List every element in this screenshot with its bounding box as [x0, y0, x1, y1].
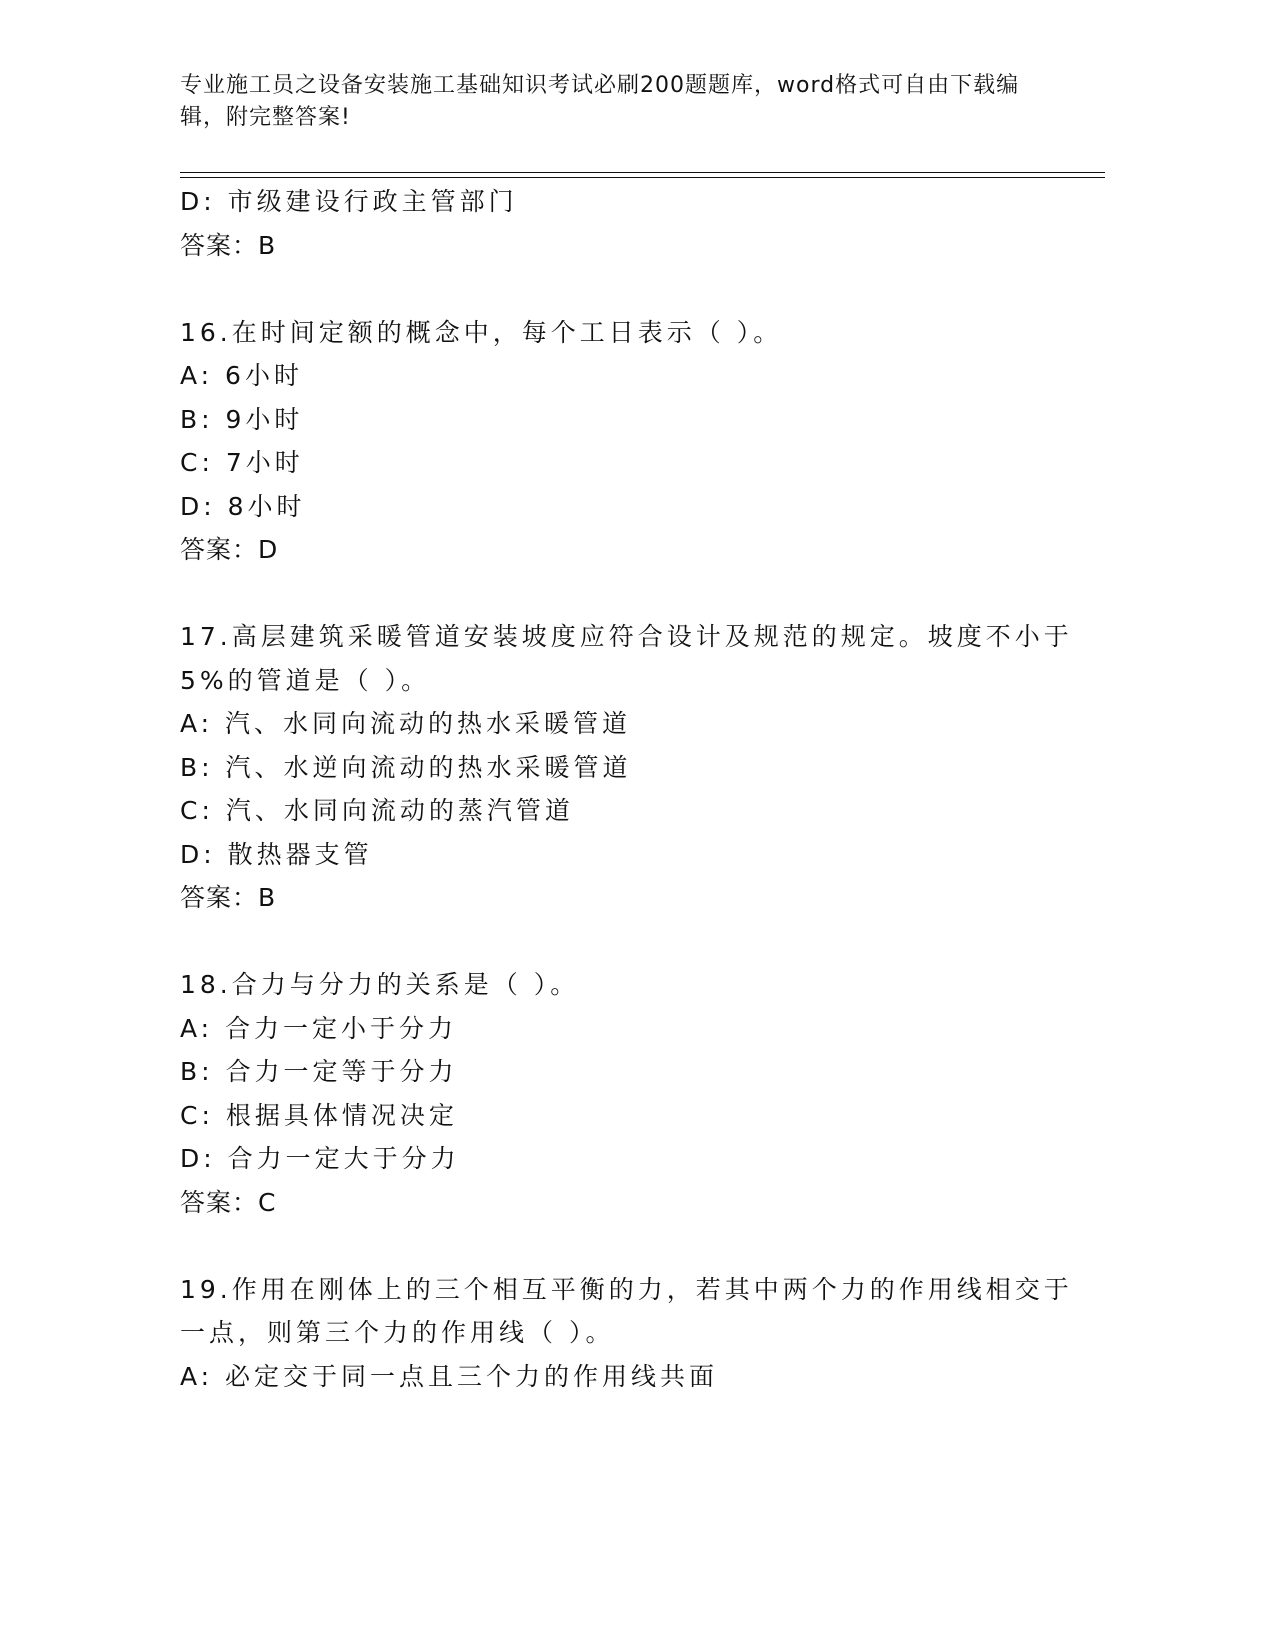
question-18-stem: 18.合力与分力的关系是（ ）。	[180, 970, 580, 999]
question-19-option-a: A: 必定交于同一点且三个力的作用线共面	[180, 1361, 719, 1391]
prev-question-option-d: D: 市级建设行政主管部门	[180, 187, 518, 216]
question-17-answer: 答案：B	[180, 883, 277, 912]
spacer	[180, 920, 1080, 964]
document-header-title: 专业施工员之设备安装施工基础知识考试必刷200题题库，word格式可自由下载编辑，附完整答案!	[180, 73, 1020, 130]
question-19-stem-line-2: 一点，则第三个力的作用线（ ）。	[180, 1318, 615, 1347]
question-19	[180, 1268, 1080, 1399]
question-16-answer: 答案：D	[180, 535, 279, 564]
question-17-option-a: A: 汽、水同向流动的热水采暖管道	[180, 709, 632, 738]
question-17-stem-line-2: 5%的管道是（ ）。	[180, 665, 431, 695]
question-16-option-a: A: 6小时	[180, 361, 303, 390]
question-18-answer: 答案：C	[180, 1187, 277, 1217]
question-18-option-b: B: 合力一定等于分力	[180, 1057, 458, 1086]
spacer	[180, 572, 1080, 616]
spacer	[180, 1224, 1080, 1268]
question-19-stem-line-1: 19.作用在刚体上的三个相互平衡的力，若其中两个力的作用线相交于	[180, 1274, 1073, 1304]
question-17-option-c: C: 汽、水同向流动的蒸汽管道	[180, 796, 574, 825]
spacer	[180, 267, 1080, 311]
question-18-option-c: C: 根据具体情况决定	[180, 1100, 458, 1130]
question-16	[180, 311, 1080, 572]
question-16-option-c: C: 7小时	[180, 448, 304, 477]
question-17	[180, 615, 1080, 920]
prev-question-answer: 答案：B	[180, 230, 277, 260]
question-18-option-d: D: 合力一定大于分力	[180, 1144, 460, 1173]
question-17-option-d: D: 散热器支管	[180, 839, 373, 869]
question-17-option-b: B: 汽、水逆向流动的热水采暖管道	[180, 752, 632, 782]
question-18-option-a: A: 合力一定小于分力	[180, 1013, 458, 1043]
question-content	[180, 180, 1080, 1398]
question-18	[180, 963, 1080, 1224]
header-divider-bottom	[180, 177, 1105, 178]
header-divider-top	[180, 172, 1105, 173]
question-16-stem: 16.在时间定额的概念中，每个工日表示（ ）。	[180, 317, 783, 347]
question-17-stem-line-1: 17.高层建筑采暖管道安装坡度应符合设计及规范的规定。坡度不小于	[180, 622, 1073, 651]
question-16-option-d: D: 8小时	[180, 491, 306, 521]
question-16-option-b: B: 9小时	[180, 404, 304, 434]
